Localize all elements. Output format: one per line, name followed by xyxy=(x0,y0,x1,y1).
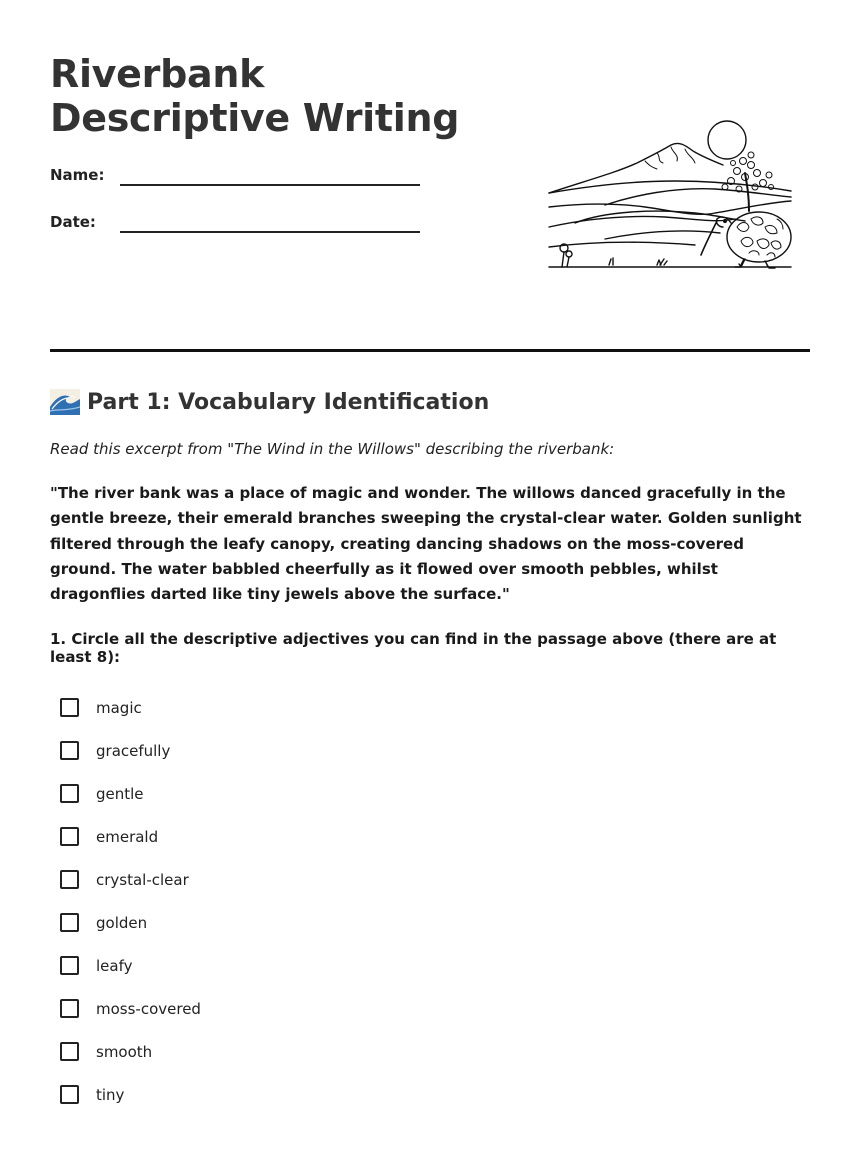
option-checkbox[interactable] xyxy=(60,913,79,932)
section-heading xyxy=(50,389,489,415)
option-checkbox[interactable] xyxy=(60,1085,79,1104)
date-write-line[interactable] xyxy=(120,231,420,233)
option-item[interactable] xyxy=(60,1073,201,1116)
section-divider xyxy=(50,349,810,352)
adjective-checklist xyxy=(60,686,201,1116)
option-label: tiny xyxy=(96,1085,125,1104)
option-checkbox[interactable] xyxy=(60,784,79,803)
name-write-line[interactable] xyxy=(120,184,420,186)
option-label: magic xyxy=(96,698,142,717)
option-item[interactable] xyxy=(60,1030,201,1073)
option-item[interactable] xyxy=(60,987,201,1030)
name-field xyxy=(50,166,430,196)
option-checkbox[interactable] xyxy=(60,956,79,975)
option-checkbox[interactable] xyxy=(60,827,79,846)
option-item[interactable] xyxy=(60,815,201,858)
option-item[interactable] xyxy=(60,686,201,729)
option-label: golden xyxy=(96,913,148,932)
worksheet-title: Riverbank Descriptive Writing xyxy=(50,52,460,140)
mountain-outline xyxy=(549,143,723,193)
kiwi-landscape-illustration xyxy=(545,115,795,275)
option-item[interactable] xyxy=(60,729,201,772)
option-checkbox[interactable] xyxy=(60,999,79,1018)
sun-icon xyxy=(708,121,746,159)
ocean-wave-icon xyxy=(50,389,80,415)
option-label: leafy xyxy=(96,956,133,975)
option-checkbox[interactable] xyxy=(60,698,79,717)
kiwi-beak xyxy=(701,221,717,255)
option-checkbox[interactable] xyxy=(60,870,79,889)
section-heading-text: Part 1: Vocabulary Identification xyxy=(87,389,490,415)
option-checkbox[interactable] xyxy=(60,741,79,760)
question-1: 1. Circle all the descriptive adjectives you can find in the passage above (there are at least 8): xyxy=(50,630,777,666)
option-item[interactable] xyxy=(60,858,201,901)
option-label: gentle xyxy=(96,784,144,803)
option-item[interactable] xyxy=(60,901,201,944)
option-label: gracefully xyxy=(96,741,171,760)
option-label: moss-covered xyxy=(96,999,201,1018)
option-label: emerald xyxy=(96,827,159,846)
option-item[interactable] xyxy=(60,772,201,815)
date-field xyxy=(50,213,430,243)
option-checkbox[interactable] xyxy=(60,1042,79,1061)
option-item[interactable] xyxy=(60,944,201,987)
option-label: smooth xyxy=(96,1042,153,1061)
passage-intro: Read this excerpt from "The Wind in the Willows" describing the riverbank: xyxy=(50,440,615,458)
name-label: Name: xyxy=(50,166,105,184)
passage-excerpt: "The river bank was a place of magic and wonder. The willows danced gracefully in the gentle breeze, their emerald branches sweeping the crystal-clear water. Golden sunlight filtered through the leafy canopy, creating dancing shadows on the moss-covered ground. The water babbled cheerfully as it flowed over smooth pebbles, whilst dragonflies darted like tiny jewels above the surface." xyxy=(50,484,802,604)
option-label: crystal-clear xyxy=(96,870,189,889)
date-label: Date: xyxy=(50,213,96,231)
